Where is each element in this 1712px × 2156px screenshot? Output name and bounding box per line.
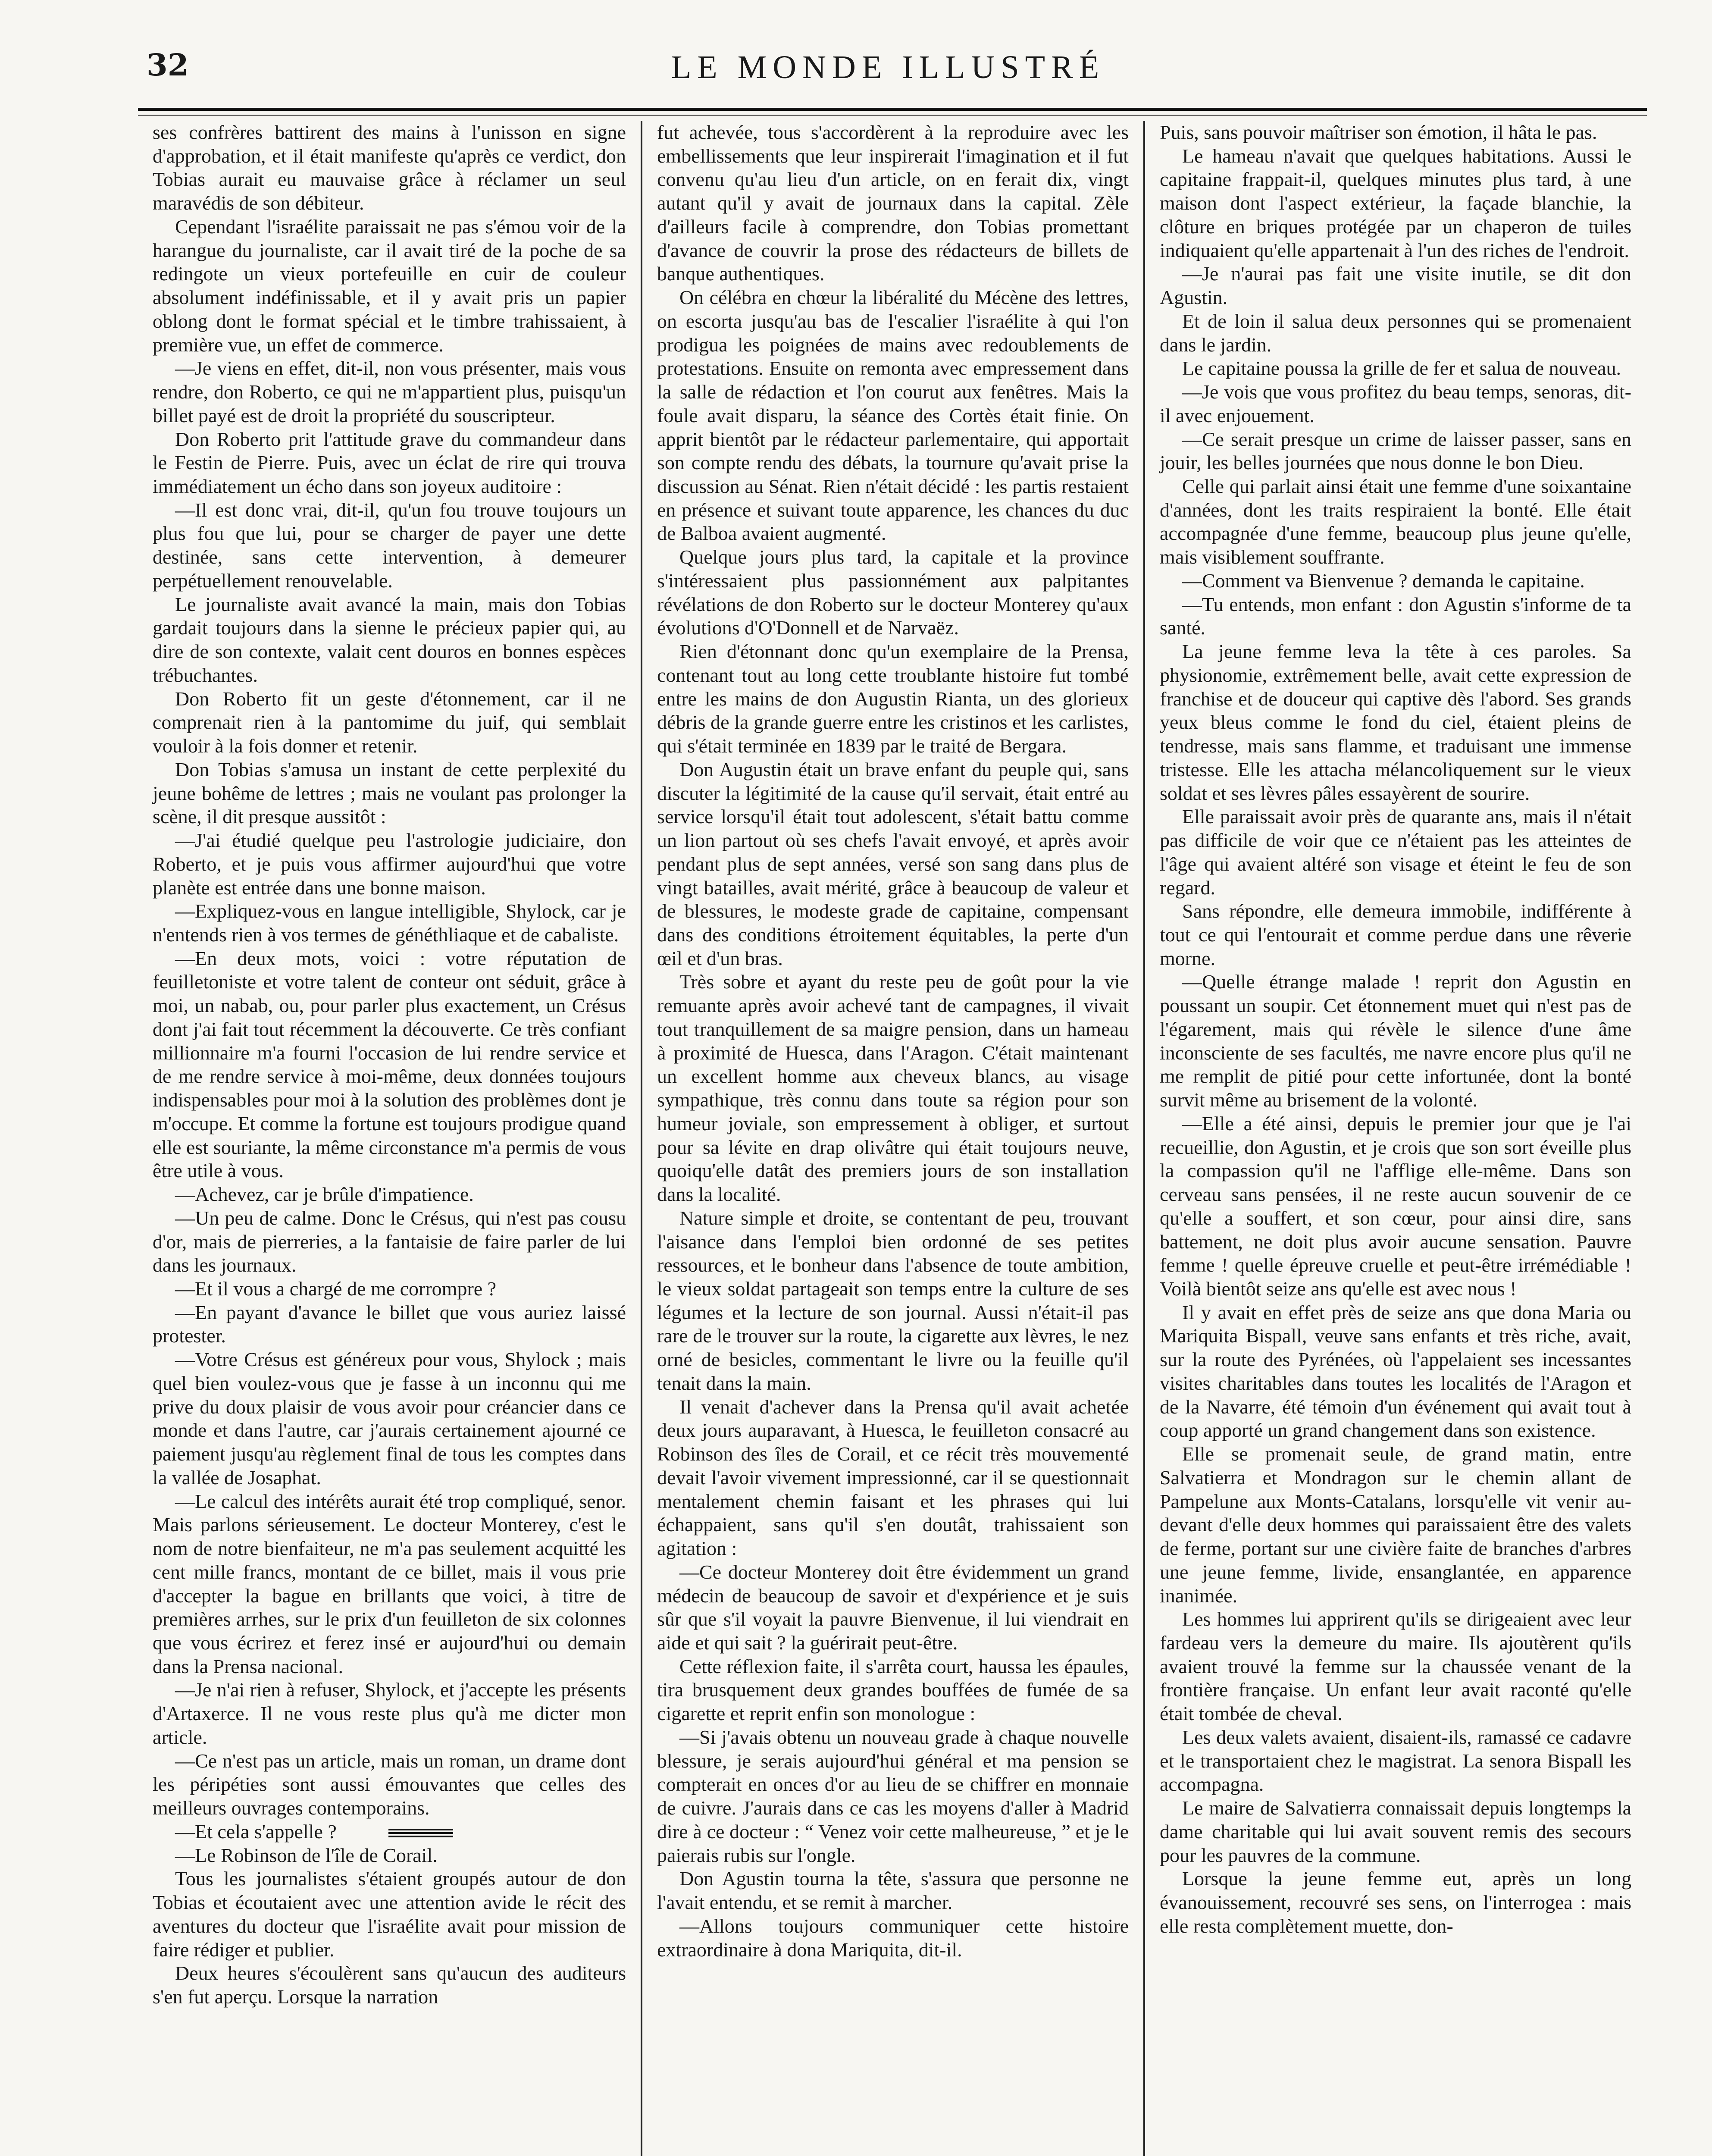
paragraph: —Et il vous a chargé de me corrompre ?: [175, 1277, 497, 1300]
paragraph: —Je n'aurai pas fait une visite inutile, se dit don Agustin.: [1160, 263, 1631, 309]
paragraph: Les deux valets avaient, disaient-ils, ramassé ce cadavre et le transportaient chez le magistrat. La senora Bispall les accompagna.: [1160, 1726, 1631, 1796]
paragraph: —Votre Crésus est généreux pour vous, Shylock ; mais quel bien voulez-vous que je fasse à un inconnu qui me prive du doux plaisir de vous avoir pour créancier dans ce monde et dans l'autre, car j'aurais certainement ajourné ce paiement jusqu'au règlement final de tous les comptes dans la vallée de Josaphat.: [153, 1348, 626, 1489]
paragraph: —Ce serait presque un crime de laisser passer, sans en jouir, les belles journées que nous donne le bon Dieu.: [1160, 428, 1631, 474]
paragraph: Et de loin il salua deux personnes qui se promenaient dans le jardin.: [1160, 310, 1631, 356]
paragraph: Rien d'étonnant donc qu'un exemplaire de la Prensa, contenant tout au long cette troublante histoire fut tombé entre les mains de don Augustin Rianta, un des glorieux débris de la grande guerre entre les cristinos et les carlistes, qui s'était terminée en 1839 par le traité de Bergara.: [657, 640, 1129, 757]
paragraph: Elle se promenait seule, de grand matin, entre Salvatierra et Mondragon sur le chemin allant de Pampelune aux Monts-Catalans, lorsqu'elle vit venir au-devant d'elle deux hommes qui paraissaient être des valets de ferme, portant sur une civière faite de branches d'arbres une jeune femme, livide, ensanglantée, en apparence inanimée.: [1160, 1443, 1631, 1607]
text-columns: [138, 121, 1647, 2156]
paragraph: —Tu entends, mon enfant : don Agustin s'informe de ta santé.: [1160, 593, 1631, 639]
paragraph: Cependant l'israélite paraissait ne pas s'émou voir de la harangue du journaliste, car il avait tiré de la poche de sa redingote un vieux portefeuille en cuir de couleur absolument indéfinissable, et il y avait pris un papier oblong dont le format spécial et le timbre trahissaient, à première vue, un effet de commerce.: [153, 215, 626, 356]
paragraph: Celle qui parlait ainsi était une femme d'une soixantaine d'années, dont les traits respiraient la bonté. Elle était accompagnée d'une femme, beaucoup plus jeune qu'elle, mais visiblement souffrante.: [1160, 475, 1631, 568]
column-2: [641, 121, 1143, 2156]
header-rule-thick: [138, 108, 1647, 111]
column-3: [1143, 121, 1646, 2156]
paragraph: Quelque jours plus tard, la capitale et la province s'intéressaient plus passionnément aux palpitantes révélations de don Roberto sur le docteur Monterey qu'aux évolutions d'O'Donnell et de Narvaëz.: [657, 546, 1129, 639]
paragraph: —Ce n'est pas un article, mais un roman, un drame dont les péripéties sont aussi émouvantes que celles des meilleurs ouvrages contemporains.: [153, 1749, 626, 1819]
paragraph: Il venait d'achever dans la Prensa qu'il avait achetée deux jours auparavant, à Huesca, le feuilleton consacré au Robinson des îles de Corail, et ce récit très mouvementé devait l'avoir vivement impressionné, car il se questionnait mentalement chemin faisant et les phrases qui lui échappaient, sans qu'il s'en doutât, trahissaient son agitation :: [657, 1395, 1129, 1560]
paragraph: Le maire de Salvatierra connaissait depuis longtemps la dame charitable qui lui avait souvent remis des secours pour les pauvres de la commune.: [1160, 1797, 1631, 1866]
section-separator: [388, 1829, 453, 1838]
paragraph: ses confrères battirent des mains à l'unisson en signe d'approbation, et il était manifeste qu'après ce verdict, don Tobias aurait eu mauvaise grâce à réclamer un seul maravédis de son débiteur.: [153, 121, 626, 214]
paragraph: Don Tobias s'amusa un instant de cette perplexité du jeune bohême de lettres ; mais ne voulant pas prolonger la scène, il dit presque aussitôt :: [153, 758, 626, 828]
paragraph: —Allons toujours communiquer cette histoire extraordinaire à dona Mariquita, dit-il.: [657, 1915, 1129, 1961]
paragraph: —Un peu de calme. Donc le Crésus, qui n'est pas cousu d'or, mais de pierreries, a la fantaisie de faire parler de lui dans les journaux.: [153, 1206, 626, 1276]
paragraph: —Expliquez-vous en langue intelligible, Shylock, car je n'entends rien à vos termes de généthliaque et de cabaliste.: [153, 900, 626, 946]
paragraph: —Je vois que vous profitez du beau temps, senoras, dit-il avec enjouement.: [1160, 381, 1631, 426]
paragraph: —Elle a été ainsi, depuis le premier jour que je l'ai recueillie, don Agustin, et je crois que son sort éveille plus la compassion qu'il ne l'afflige elle-même. Dans son cerveau sans pensées, il ne reste aucun souvenir de ce qu'elle a souffert, et son cœur, pour ainsi dire, sans battement, ne doit plus avoir aucune sensation. Pauvre femme ! quelle épreuve cruelle et peut-être irrémédiable ! Voilà bientôt seize ans qu'elle est avec nous !: [1160, 1112, 1631, 1300]
paragraph: Tous les journalistes s'étaient groupés autour de don Tobias et écoutaient avec une attention avide le récit des aventures du docteur que l'israélite avait pour mission de faire rédiger et publier.: [153, 1868, 626, 1961]
paragraph: Le journaliste avait avancé la main, mais don Tobias gardait toujours dans la sienne le précieux papier qui, au dire de son contexte, valait cent douros en bonnes espèces trébuchantes.: [153, 593, 626, 686]
paragraph: Elle paraissait avoir près de quarante ans, mais il n'était pas difficile de voir que ce n'étaient pas les atteintes de l'âge qui avaient altéré son visage et éteint le feu de son regard.: [1160, 805, 1631, 899]
paragraph: —J'ai étudié quelque peu l'astrologie judiciaire, don Roberto, et je puis vous affirmer aujourd'hui que votre planète est entrée dans une bonne maison.: [153, 829, 626, 899]
paragraph: Don Roberto fit un geste d'étonnement, car il ne comprenait rien à la pantomime du juif, qui semblait vouloir à la fois donner et retenir.: [153, 687, 626, 757]
paragraph: —Je n'ai rien à refuser, Shylock, et j'accepte les présents d'Artaxerce. Il ne vous reste plus qu'à me dicter mon article.: [153, 1679, 626, 1748]
paragraph: Don Agustin tourna la tête, s'assura que personne ne l'avait entendu, et se remit à marcher.: [657, 1868, 1129, 1914]
paragraph: Cette réflexion faite, il s'arrêta court, haussa les épaules, tira brusquement deux grandes bouffées de fumée de sa cigarette et reprit enfin son monologue :: [657, 1655, 1129, 1725]
paragraph: —Le calcul des intérêts aurait été trop compliqué, senor. Mais parlons sérieusement. Le docteur Monterey, c'est le nom de notre bienfaiteur, ne m'a pas seulement acquitté les cent mille francs, montant de ce billet, mais il vous prie d'accepter la bague en brillants que voici, à titre de premières arrhes, sur le prix d'un feuilleton de six colonnes que vous écrirez et ferez insé er aujourd'hui ou demain dans la Prensa nacional.: [153, 1490, 626, 1677]
paragraph: —Quelle étrange malade ! reprit don Agustin en poussant un soupir. Cet étonnement muet qui n'est pas de l'égarement, mais qui révèle le silence d'une âme inconsciente de ses facultés, me navre encore plus qu'il ne me remplit de pitié pour cette infortunée, dont la bonté survit même au brisement de la volonté.: [1160, 971, 1631, 1111]
paragraph: —Ce docteur Monterey doit être évidemment un grand médecin de beaucoup de savoir et d'expérience et je suis sûr que s'il voyait la pauvre Bienvenue, il lui viendrait en aide et qui sait ? la guérirait peut-être.: [657, 1561, 1129, 1654]
paragraph: fut achevée, tous s'accordèrent à la reproduire avec les embellissements que leur inspirerait l'imagination et il fut convenu qu'au lieu d'un article, on en ferait dix, vingt autant qu'il y avait de journaux dans la capital. Zèle d'ailleurs facile à comprendre, don Tobias promettant d'avance de couvrir la prose des rédacteurs de billets de banque authentiques.: [657, 121, 1129, 285]
column-1: [138, 121, 641, 2156]
paragraph: Nature simple et droite, se contentant de peu, trouvant l'aisance dans l'emploi bien ordonné de ses petites ressources, et le bonheur dans l'absence de toute ambition, le vieux soldat partageait son temps entre la culture de ses légumes et la lecture de son journal. Aussi n'était-il pas rare de le trouver sur la route, la cigarette aux lèvres, le nez orné de besicles, commentant le livre ou la feuille qu'il tenait dans la main.: [657, 1206, 1129, 1394]
running-title: LE MONDE ILLUSTRÉ: [671, 49, 1105, 85]
paragraph: Don Roberto prit l'attitude grave du commandeur dans le Festin de Pierre. Puis, avec un éclat de rire qui trouva immédiatement un écho dans son joyeux auditoire :: [153, 428, 626, 498]
paragraph: Puis, sans pouvoir maîtriser son émotion, il hâta le pas.: [1160, 121, 1597, 143]
paragraph: —En payant d'avance le billet que vous auriez laissé protester.: [153, 1301, 626, 1347]
paragraph: —Le Robinson de l'île de Corail.: [175, 1844, 438, 1866]
paragraph: Le hameau n'avait que quelques habitations. Aussi le capitaine frappait-il, quelques minutes plus tard, à une maison dont l'aspect extérieur, la façade blanchie, la clôture en briques protégée par un chaperon de tuiles indiquaient qu'elle appartenait à l'un des riches de l'endroit.: [1160, 144, 1631, 261]
paragraph: —Achevez, car je brûle d'impatience.: [175, 1183, 474, 1206]
paragraph: Il y avait en effet près de seize ans que dona Maria ou Mariquita Bispall, veuve sans enfants et très riche, avait, sur la route des Pyrénées, où l'appelaient ses incessantes visites charitables dans toutes les localités de l'Aragon et de la Navarre, été témoin d'un événement qui avait tout à coup apporté un grand changement dans son existence.: [1160, 1301, 1631, 1442]
paragraph: Très sobre et ayant du reste peu de goût pour la vie remuante après avoir achevé tant de campagnes, il vivait tout tranquillement de sa maigre pension, dans un hameau à proximité de Huesca, dans l'Aragon. C'était maintenant un excellent homme aux cheveux blancs, au visage sympathique, très connu dans toute sa région pour son humeur joviale, son empressement à obliger, et surtout pour sa lévite en drap olivâtre qui était toujours neuve, quoiqu'elle datât des premiers jours de son installation dans la localité.: [657, 971, 1129, 1206]
paragraph: —En deux mots, voici : votre réputation de feuilletoniste et votre talent de conteur ont séduit, grâce à moi, un nabab, ou, pour parler plus exactement, un Crésus dont j'ai fait tout récemment la découverte. Ce très confiant millionnaire m'a fourni l'occasion de lui rendre service et de me rendre service à moi-même, deux données toujours indispensables pour moi à la solution des problèmes dont je m'occupe. Et comme la fortune est toujours prodigue quand elle est souriante, la même circonstance m'a permis de vous être utile à vous.: [153, 947, 626, 1182]
page-number: 32: [147, 47, 189, 83]
header-rule-thin: [138, 115, 1647, 116]
paragraph: —Je viens en effet, dit-il, non vous présenter, mais vous rendre, don Roberto, ce qui ne m'appartient plus, puisqu'un billet payé est de droit la propriété du souscripteur.: [153, 357, 626, 426]
paragraph: Lorsque la jeune femme eut, après un long évanouissement, recouvré ses sens, on l'interrogea : mais elle resta complètement muette, don-: [1160, 1868, 1631, 1937]
paragraph: Le capitaine poussa la grille de fer et salua de nouveau.: [1182, 357, 1621, 379]
paragraph: —Comment va Bienvenue ? demanda le capitaine.: [1182, 569, 1585, 592]
paragraph: Sans répondre, elle demeura immobile, indifférente à tout ce qui l'entourait et comme perdue dans une rêverie morne.: [1160, 900, 1631, 969]
dialogue-line: [153, 1820, 626, 1844]
paragraph: Don Augustin était un brave enfant du peuple qui, sans discuter la légitimité de la cause qu'il servait, était entré au service lorsqu'il était tout adolescent, s'était battu comme un lion partout où ses chefs l'avait envoyé, et après avoir pendant plus de sept années, versé son sang dans plus de vingt batailles, avait mérité, grâce à beaucoup de valeur et de blessures, le modeste grade de capitaine, compensant dans des conditions étroitement équitables, la perte d'un œil et d'un bras.: [657, 758, 1129, 969]
dialogue-text: —Et cela s'appelle ?: [175, 1820, 337, 1843]
paragraph: Deux heures s'écoulèrent sans qu'aucun des auditeurs s'en fut aperçu. Lorsque la narration: [153, 1962, 626, 2008]
paragraph: On célébra en chœur la libéralité du Mécène des lettres, on escorta jusqu'au bas de l'escalier l'israélite à qui l'on prodigua les poignées de mains avec redoublements de protestations. Ensuite on remonta avec empressement dans la salle de rédaction et l'on courut aux fenêtres. Mais la foule avait disparu, la séance des Cortès était finie. On apprit bientôt par le rédacteur parlementaire, qui apportait son compte rendu des débats, la tournure qu'avait prise la discussion au Sénat. Rien n'était décidé : les partis restaient en présence et suivant toute apparence, les chances du duc de Balboa avaient augmenté.: [657, 286, 1129, 545]
paragraph: —Il est donc vrai, dit-il, qu'un fou trouve toujours un plus fou que lui, pour se charger de payer une dette destinée, sans cette intervention, à demeurer perpétuellement renouvelable.: [153, 498, 626, 592]
paragraph: —Si j'avais obtenu un nouveau grade à chaque nouvelle blessure, je serais aujourd'hui général et ma pension se compterait en onces d'or au lieu de se chiffrer en monnaie de cuivre. J'aurais dans ce cas les moyens d'aller à Madrid dire à ce docteur : “ Venez voir cette malheureuse, ” et je le paierais rubis sur l'ongle.: [657, 1726, 1129, 1866]
page-header: [121, 41, 1656, 101]
paragraph: Les hommes lui apprirent qu'ils se dirigeaient avec leur fardeau vers la demeure du maire. Ils ajoutèrent qu'ils avaient trouvé la femme sur la chaussée venant de la frontière française. Un enfant leur avait raconté qu'elle était tombée de cheval.: [1160, 1608, 1631, 1725]
paragraph: La jeune femme leva la tête à ces paroles. Sa physionomie, extrêmement belle, avait cette expression de franchise et de douceur qui captive dès l'abord. Ses grands yeux bleus comme le fond du ciel, étaient pleins de tendresse, mais sans flamme, et traduisant une immense tristesse. Elle les attacha mélancoliquement sur le vieux soldat et ses lèvres pâles essayèrent de sourire.: [1160, 640, 1631, 804]
